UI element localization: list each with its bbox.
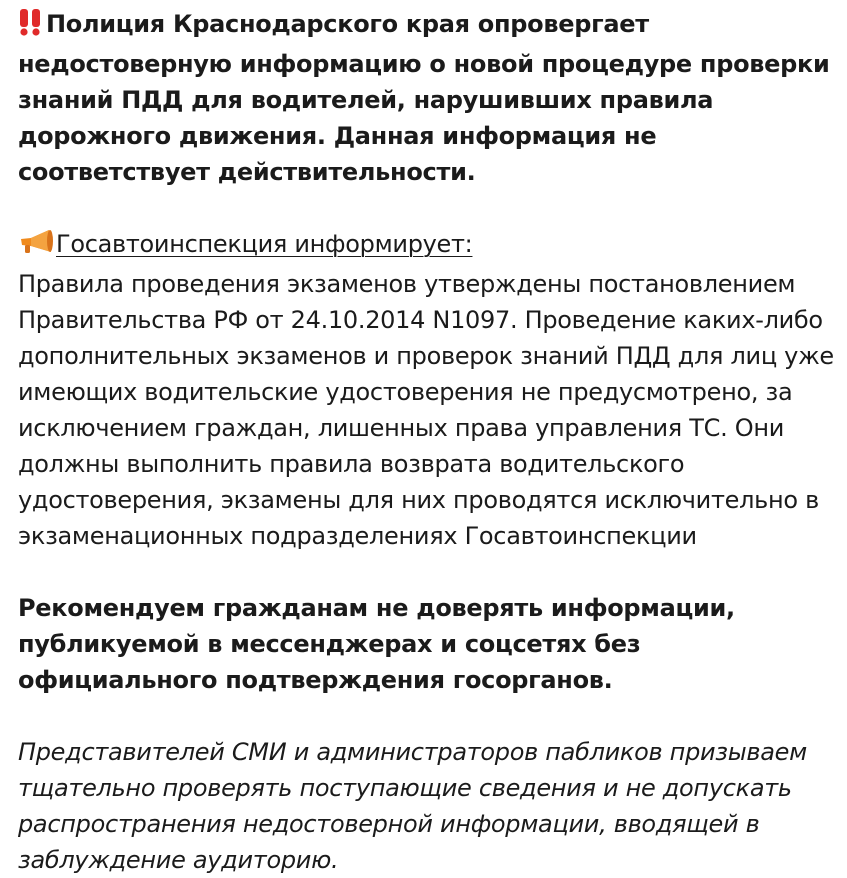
message-post — [18, 6, 842, 878]
alert-paragraph — [18, 6, 842, 190]
spacer — [18, 190, 842, 226]
announcement-heading-line — [18, 226, 842, 266]
media-note-paragraph: Представителей СМИ и администраторов пабликов призываем тщательно проверять поступающие сведения и не допускать распространения недостоверной информации, вводящей в заблуждение аудиторию. — [18, 738, 807, 874]
spacer — [18, 554, 842, 590]
double-exclamation-icon — [18, 8, 44, 46]
spacer — [18, 698, 842, 734]
announcement-body: Правила проведения экзаменов утверждены постановлением Правительства РФ от 24.10.2014 N1097. Проведение каких-либо дополнительных экзаменов и проверок знаний ПДД для лиц уже имеющих водительские удостоверения не предусмотрено, за исключением граждан, лишенных права управления ТС. Они должны выполнить правила возврата водительского удостоверения, экзамены для них проводятся исключительно в экзаменационных подразделениях Госавтоинспекции — [18, 270, 834, 550]
announcement-heading: Госавтоинспекция информирует: — [56, 230, 473, 258]
megaphone-icon — [18, 228, 56, 266]
recommendation-paragraph: Рекомендуем гражданам не доверять информации, публикуемой в мессенджерах и соцсетях без официального подтверждения госорганов. — [18, 594, 735, 694]
alert-text: Полиция Краснодарского края опровергает недостоверную информацию о новой процедуре проверки знаний ПДД для водителей, нарушивших правила дорожного движения. Данная информация не соответствует действительности. — [18, 10, 830, 186]
